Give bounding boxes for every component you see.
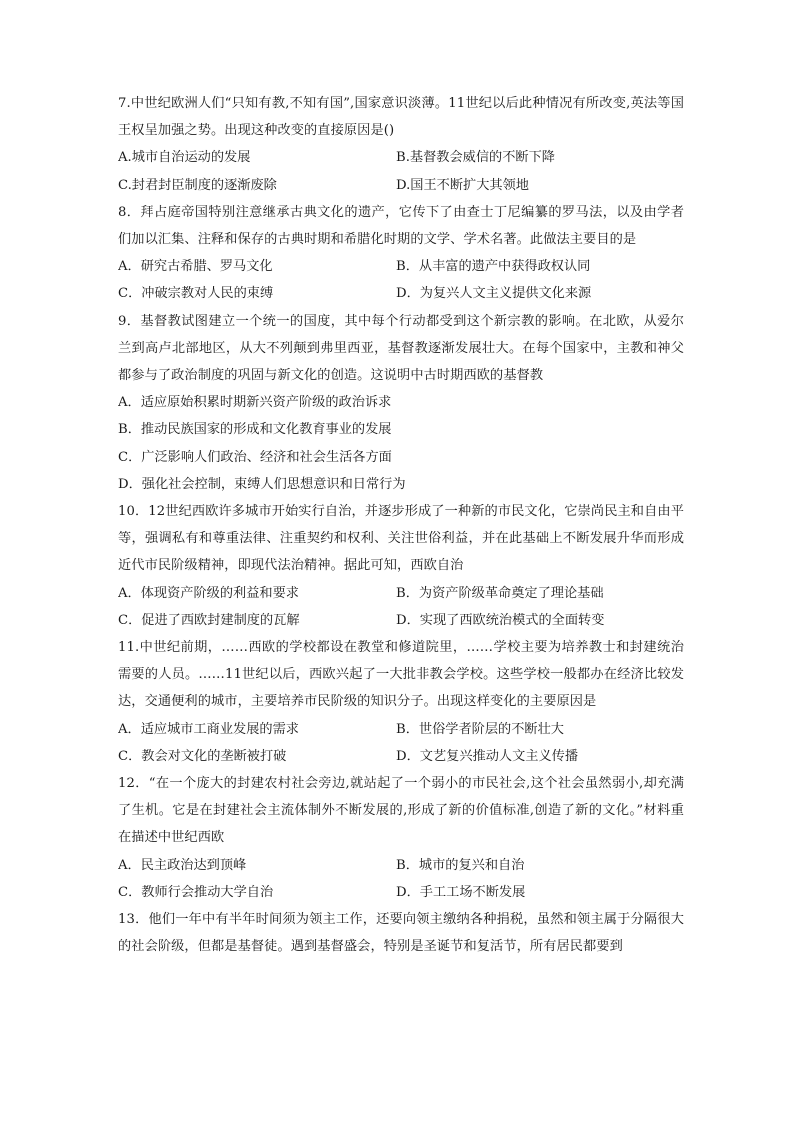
option-list <box>118 389 684 498</box>
question-13 <box>118 906 684 960</box>
option-list <box>118 716 684 770</box>
option-d: D．实现了西欧统治模式的全面转变 <box>396 612 605 628</box>
option-a: A．适应原始积累时期新兴资产阶级的政治诉求 <box>118 395 392 411</box>
option-d: D．强化社会控制，束缚人们思想意识和日常行为 <box>118 476 406 492</box>
question-7 <box>118 90 684 199</box>
option-d: D．文艺复兴推动人文主义传播 <box>396 748 579 764</box>
option-list <box>118 144 684 198</box>
question-10 <box>118 498 684 634</box>
option-list <box>118 852 684 906</box>
option-a: A.城市自治运动的发展 <box>118 150 251 166</box>
option-b: B．从丰富的遗产中获得政权认同 <box>396 259 591 275</box>
question-8 <box>118 199 684 308</box>
question-12 <box>118 770 684 906</box>
option-c: C．促进了西欧封建制度的瓦解 <box>118 612 300 628</box>
option-c: C.封君封臣制度的逐渐废除 <box>118 177 277 193</box>
option-c: C．教会对文化的垄断被打破 <box>118 748 287 764</box>
option-d: D.国王不断扩大其领地 <box>396 177 529 193</box>
question-stem: 8．拜占庭帝国特别注意继承古典文化的遗产，它传下了由查士丁尼编纂的罗马法，以及由学者们加以汇集、注释和保存的古典时期和希腊化时期的文学、学术名著。此做法主要目的是 <box>118 204 684 248</box>
question-stem: 7.中世纪欧洲人们“只知有教,不知有国”,国家意识淡薄。11世纪以后此种情况有所改变,英法等国王权呈加强之势。出现这种改变的直接原因是() <box>118 96 684 139</box>
option-a: A．适应城市工商业发展的需求 <box>118 721 299 737</box>
option-b: B．世俗学者阶层的不断壮大 <box>396 721 564 737</box>
option-d: D．为复兴人文主义提供文化来源 <box>396 286 592 302</box>
option-c: C．教师行会推动大学自治 <box>118 884 274 900</box>
question-stem: 13．他们一年中有半年时间须为领主工作，还要向领主缴纳各种捐税，虽然和领主属于分隔很大的社会阶级，但都是基督徒。遇到基督盛会，特别是圣诞节和复活节，所有居民都要到 <box>118 912 684 955</box>
question-stem: 12．“在一个庞大的封建农村社会旁边,就站起了一个弱小的市民社会,这个社会虽然弱小,却充满了生机。它是在封建社会主流体制外不断发展的,形成了新的价值标准,创造了新的文化。”材料重在描述中世纪西欧 <box>118 776 684 846</box>
option-c: C．广泛影响人们政治、经济和社会生活各方面 <box>118 449 392 465</box>
option-d: D．手工工场不断发展 <box>396 884 526 900</box>
question-stem: 10．12世纪西欧许多城市开始实行自治，并逐步形成了一种新的市民文化，它崇尚民主和自由平等，强调私有和尊重法律、注重契约和权利、关注世俗利益，并在此基础上不断发展升华而形成近代市民阶级精神，即现代法治精神。据此可知，西欧自治 <box>118 504 684 574</box>
option-list <box>118 580 684 634</box>
option-b: B．城市的复兴和自治 <box>396 857 525 873</box>
option-a: A．民主政治达到顶峰 <box>118 857 247 873</box>
option-a: A．研究古希腊、罗马文化 <box>118 259 273 275</box>
question-stem: 9．基督教试图建立一个统一的国度，其中每个行动都受到这个新宗教的影响。在北欧，从爱尔兰到高卢北部地区，从大不列颠到弗里西亚，基督教逐渐发展壮大。在每个国家中，主教和神父都参与了政治制度的巩固与新文化的创造。这说明中古时期西欧的基督教 <box>118 313 684 384</box>
question-stem: 11.中世纪前期，……西欧的学校都设在教堂和修道院里，……学校主要为培养教士和封建统治需要的人员。……11世纪以后，西欧兴起了一大批非教会学校。这些学校一般都办在经济比较发达，交通便利的城市，主要培养市民阶级的知识分子。出现这样变化的主要原因是 <box>118 640 684 710</box>
option-a: A．体现资产阶级的利益和要求 <box>118 585 299 601</box>
question-11 <box>118 634 684 770</box>
option-c: C．冲破宗教对人民的束缚 <box>118 286 274 302</box>
option-b: B.基督教会威信的不断下降 <box>396 150 555 166</box>
option-b: B．为资产阶级革命奠定了理论基础 <box>396 585 604 601</box>
exam-page <box>118 90 684 961</box>
option-b: B．推动民族国家的形成和文化教育事业的发展 <box>118 422 392 438</box>
option-list <box>118 253 684 307</box>
question-9 <box>118 308 684 498</box>
